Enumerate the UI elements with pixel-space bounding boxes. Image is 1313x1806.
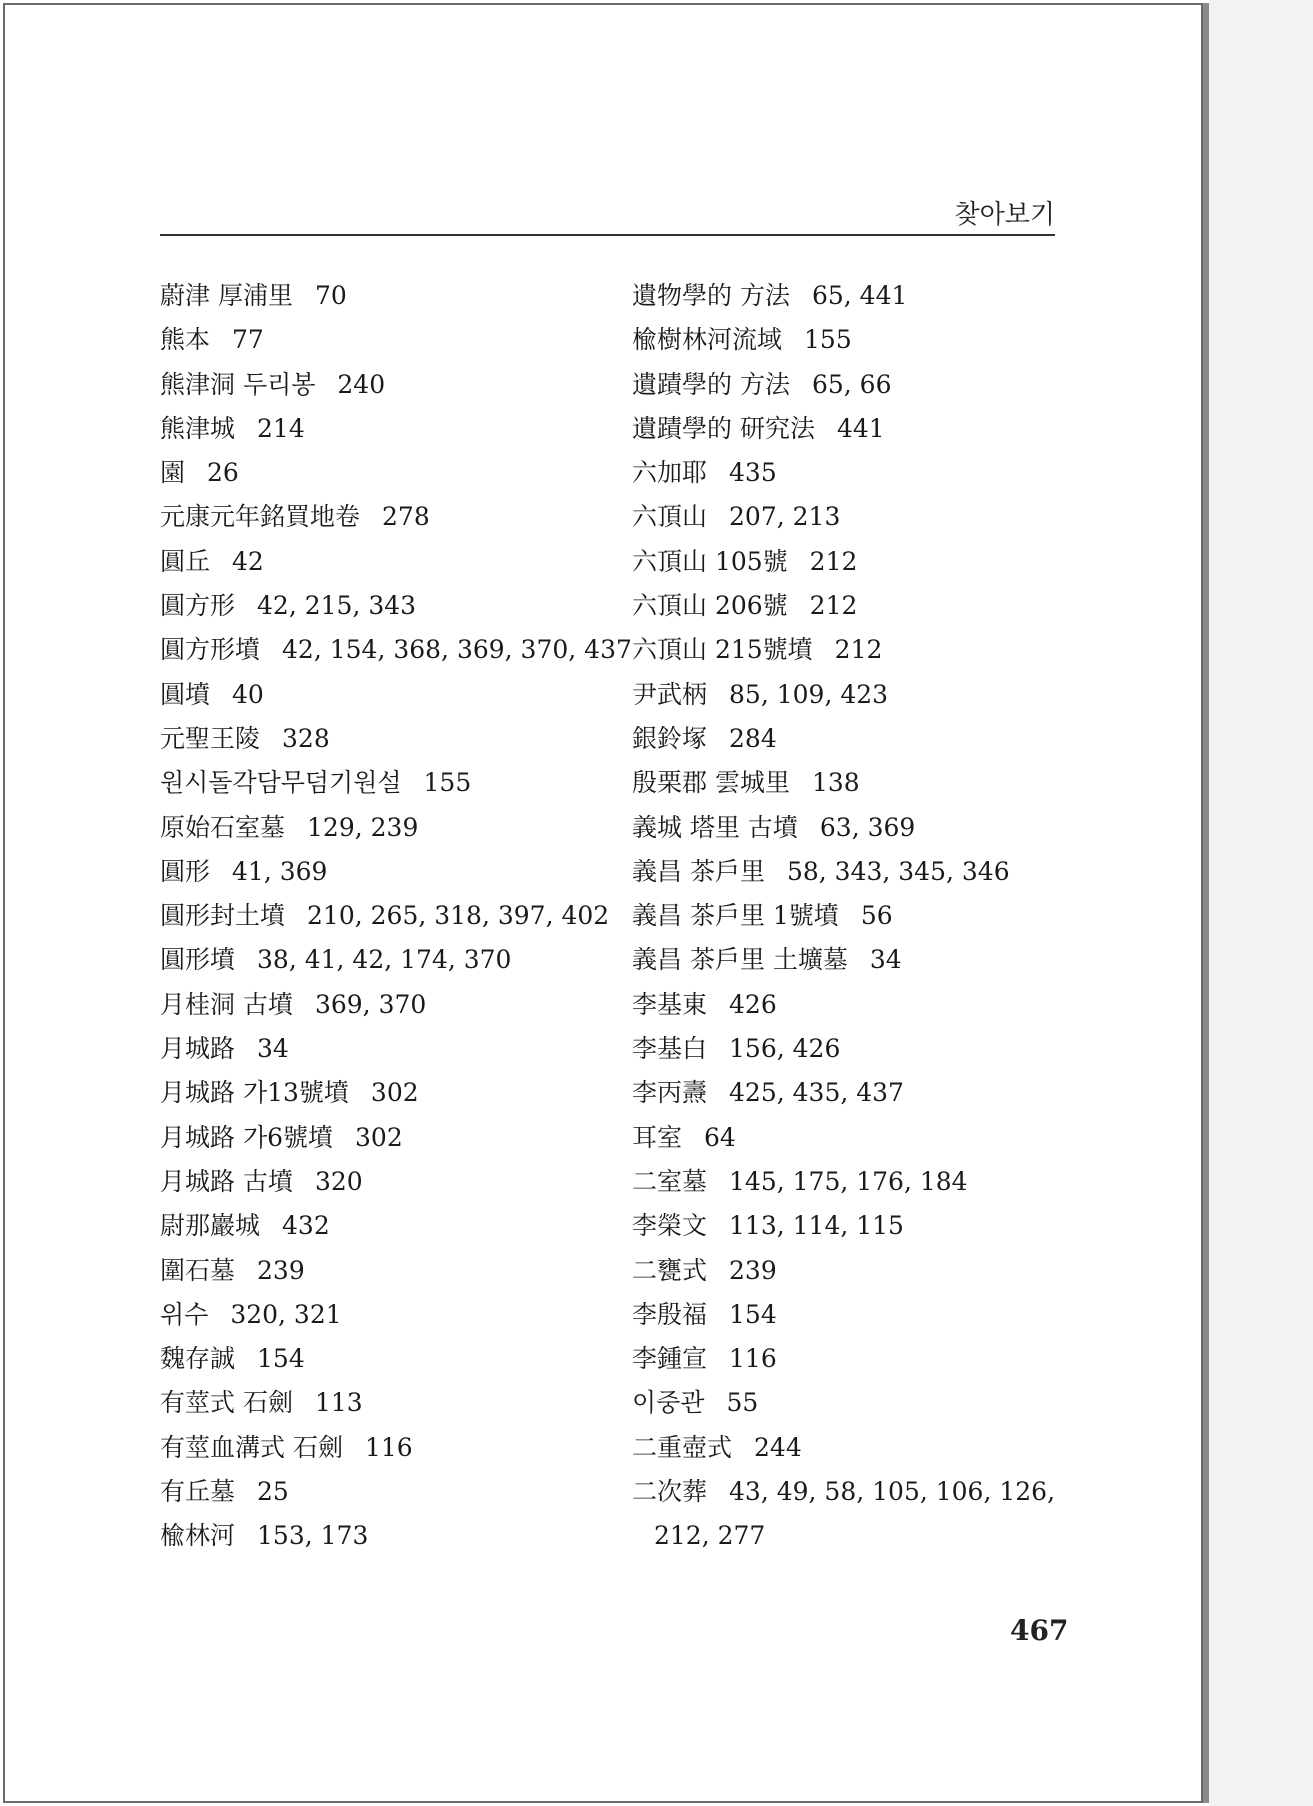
index-pages: 65, 441	[811, 281, 908, 310]
scan-margin	[1209, 0, 1313, 1806]
index-term: 李基白	[632, 1034, 708, 1064]
index-pages: 240	[337, 369, 386, 399]
index-term: 有莖式 石劍	[160, 1388, 293, 1418]
index-term: 原始石室墓	[160, 812, 286, 842]
index-entry	[160, 983, 610, 1027]
index-entry	[632, 1071, 1072, 1115]
index-pages: 25	[257, 1477, 289, 1507]
index-pages: 63, 369	[819, 812, 916, 842]
index-entry	[160, 495, 610, 539]
header-rule	[160, 234, 1055, 236]
index-entry	[160, 1426, 610, 1470]
index-entry	[632, 628, 1072, 672]
index-pages: 34	[869, 945, 902, 975]
index-entry	[632, 1204, 1072, 1248]
index-entry	[632, 673, 1072, 717]
index-pages: 41, 369	[232, 856, 328, 886]
index-term: 李基東	[632, 989, 708, 1019]
index-entry	[632, 1381, 1072, 1425]
index-term: 六頂山 215號墳	[632, 635, 813, 665]
index-term: 園	[160, 458, 186, 488]
index-term: 月城路 古墳	[160, 1166, 293, 1196]
index-term: 尹武柄	[632, 679, 708, 709]
index-entry	[160, 1116, 610, 1160]
index-pages: 284	[729, 723, 777, 753]
index-pages: 113	[314, 1388, 363, 1418]
index-term: 二室墓	[632, 1166, 708, 1196]
index-term: 二次葬	[632, 1477, 708, 1507]
index-pages: 156, 426	[729, 1034, 841, 1064]
index-entry	[160, 363, 610, 407]
index-pages: 77	[232, 325, 264, 355]
index-term: 遺蹟學的 方法	[632, 369, 790, 399]
index-term: 月城路	[160, 1034, 236, 1064]
index-entry	[160, 1027, 610, 1071]
index-pages: 212	[809, 591, 858, 621]
index-term: 圍石墓	[160, 1255, 236, 1285]
index-entry	[632, 451, 1072, 495]
index-term: 熊津洞 두리봉	[160, 369, 316, 399]
index-entry	[632, 1337, 1072, 1381]
index-pages: 56	[860, 901, 893, 931]
index-entry	[160, 673, 610, 717]
index-entry	[160, 1293, 610, 1337]
index-term: 耳室	[632, 1122, 683, 1152]
index-entry	[160, 806, 610, 850]
index-pages: 432	[282, 1211, 330, 1241]
index-term: 元康元年銘買地卷	[160, 502, 361, 532]
index-term: 李榮文	[632, 1211, 708, 1241]
index-pages: 138	[811, 768, 860, 798]
index-term: 熊本	[160, 325, 211, 355]
index-term: 二甕式	[632, 1255, 708, 1285]
index-pages: 34	[257, 1034, 289, 1064]
index-pages: 441	[836, 413, 885, 443]
index-term: 熊津城	[160, 413, 236, 443]
index-pages: 70	[314, 281, 347, 310]
index-entry	[160, 850, 610, 894]
index-entry	[632, 1249, 1072, 1293]
index-entry	[160, 761, 610, 805]
index-entry	[632, 540, 1072, 584]
index-entry	[160, 1337, 610, 1381]
index-entry	[160, 1071, 610, 1115]
index-term: 義昌 茶戶里 1號墳	[632, 901, 839, 931]
index-entry	[632, 1470, 1072, 1559]
index-entry	[160, 1514, 610, 1558]
index-pages: 426	[729, 989, 777, 1019]
index-pages: 40	[232, 679, 264, 709]
index-term: 魏存誠	[160, 1344, 236, 1374]
index-term: 義城 塔里 古墳	[632, 812, 798, 842]
index-entry	[160, 451, 610, 495]
index-term: 圓方形	[160, 591, 236, 621]
index-entry	[632, 274, 1072, 318]
index-entry	[632, 1027, 1072, 1071]
index-term: 尉那巖城	[160, 1211, 261, 1241]
index-pages: 116	[364, 1432, 413, 1462]
index-pages: 155	[423, 768, 472, 798]
index-pages: 207, 213	[729, 502, 841, 532]
index-pages: 239	[729, 1255, 777, 1285]
page-number: 467	[1010, 1614, 1069, 1647]
index-term: 圓形封土墳	[160, 901, 286, 931]
index-term: 月城路 가6號墳	[160, 1122, 334, 1152]
index-pages: 55	[726, 1388, 759, 1418]
index-term: 月桂洞 古墳	[160, 989, 293, 1019]
index-term: 義昌 茶戶里	[632, 856, 765, 886]
index-pages: 302	[355, 1122, 403, 1152]
index-entry	[632, 318, 1072, 362]
index-entry	[160, 1160, 610, 1204]
index-pages: 244	[754, 1432, 802, 1462]
index-entry	[160, 274, 610, 318]
index-column-left	[160, 274, 632, 1559]
index-entry	[632, 983, 1072, 1027]
index-entry	[160, 717, 610, 761]
index-pages: 210, 265, 318, 397, 402	[307, 901, 610, 931]
index-entry	[160, 407, 610, 451]
index-entry	[632, 938, 1072, 982]
index-term: 有丘墓	[160, 1477, 236, 1507]
index-term: 李丙燾	[632, 1078, 708, 1108]
index-term: 圓形	[160, 856, 211, 886]
index-pages: 212	[834, 635, 883, 665]
index-pages: 116	[729, 1344, 777, 1374]
index-term: 月城路 가13號墳	[160, 1078, 349, 1108]
index-term: 원시돌각담무덤기원설	[160, 768, 402, 798]
index-entry	[632, 806, 1072, 850]
index-term: 有莖血溝式 石劍	[160, 1432, 343, 1462]
index-entry	[632, 407, 1072, 451]
index-term: 二重壺式	[632, 1432, 733, 1462]
index-pages: 43, 49, 58, 105, 106, 126,	[729, 1477, 1056, 1507]
index-term: 殷栗郡 雲城里	[632, 768, 790, 798]
index-term: 元聖王陵	[160, 723, 261, 753]
index-entry	[632, 1293, 1072, 1337]
index-pages: 212	[809, 546, 858, 576]
index-entry	[632, 717, 1072, 761]
index-term: 李鍾宣	[632, 1344, 708, 1374]
index-entry	[160, 894, 610, 938]
index-term: 圓墳	[160, 679, 211, 709]
index-pages: 113, 114, 115	[729, 1211, 904, 1241]
index-pages: 425, 435, 437	[729, 1078, 904, 1108]
index-entry	[160, 318, 610, 362]
index-pages: 214	[257, 413, 305, 443]
index-entry	[160, 1249, 610, 1293]
index-pages: 154	[729, 1299, 777, 1329]
index-term: 蔚津 厚浦里	[160, 281, 293, 310]
index-term: 義昌 茶戶里 土壙墓	[632, 945, 848, 975]
index-entry	[632, 894, 1072, 938]
index-term: 이중관	[632, 1388, 705, 1418]
index-pages: 58, 343, 345, 346	[786, 856, 1010, 886]
index-term: 李殷福	[632, 1299, 708, 1329]
index-entry	[160, 1204, 610, 1248]
index-term: 圓方形墳	[160, 635, 261, 665]
index-term: 銀鈴塚	[632, 723, 708, 753]
index-term: 遺蹟學的 研究法	[632, 413, 815, 443]
index-pages: 65, 66	[811, 369, 892, 399]
index-term: 圓形墳	[160, 945, 236, 975]
index-entry	[632, 1426, 1072, 1470]
index-entry	[632, 1116, 1072, 1160]
index-pages: 38, 41, 42, 174, 370	[257, 945, 512, 975]
index-pages-continuation: 212, 277	[654, 1521, 766, 1551]
index-pages: 154	[257, 1344, 305, 1374]
index-pages: 42, 154, 368, 369, 370, 437	[282, 635, 632, 665]
index-entry	[160, 938, 610, 982]
index-entry	[632, 1160, 1072, 1204]
index-entry	[160, 1381, 610, 1425]
index-entry	[632, 584, 1072, 628]
index-term: 圓丘	[160, 546, 211, 576]
index-pages: 153, 173	[257, 1521, 369, 1551]
index-term: 楡樹林河流域	[632, 325, 783, 355]
index-term: 六頂山 206號	[632, 591, 788, 621]
index-pages: 85, 109, 423	[729, 679, 889, 709]
index-term: 六頂山	[632, 502, 708, 532]
index-pages: 328	[282, 723, 330, 753]
index-pages: 320	[314, 1166, 363, 1196]
index-entry	[632, 495, 1072, 539]
index-pages: 42	[232, 546, 264, 576]
index-pages: 155	[804, 325, 852, 355]
index-term: 위수	[160, 1299, 209, 1329]
index-pages: 239	[257, 1255, 305, 1285]
index-entry	[160, 628, 632, 672]
index-entry	[160, 1470, 610, 1514]
index-entry	[632, 850, 1072, 894]
index-entry	[632, 363, 1072, 407]
index-term: 楡林河	[160, 1521, 236, 1551]
index-pages: 26	[207, 458, 239, 488]
index-term: 六頂山 105號	[632, 546, 788, 576]
index-pages: 320, 321	[230, 1299, 342, 1329]
index-pages: 435	[729, 458, 777, 488]
index-entry	[632, 761, 1072, 805]
index-pages: 302	[370, 1078, 419, 1108]
index-pages: 278	[382, 502, 430, 532]
index-pages: 129, 239	[307, 812, 419, 842]
index-pages: 42, 215, 343	[257, 591, 417, 621]
running-header-title: 찾아보기	[954, 200, 1055, 230]
index-column-right	[632, 274, 1072, 1559]
index-term: 遺物學的 方法	[632, 281, 790, 310]
index-entry	[160, 540, 610, 584]
index-entry	[160, 584, 610, 628]
index-pages: 369, 370	[314, 989, 427, 1019]
index-pages: 64	[704, 1122, 736, 1152]
index-pages: 145, 175, 176, 184	[729, 1166, 968, 1196]
index-term: 六加耶	[632, 458, 708, 488]
